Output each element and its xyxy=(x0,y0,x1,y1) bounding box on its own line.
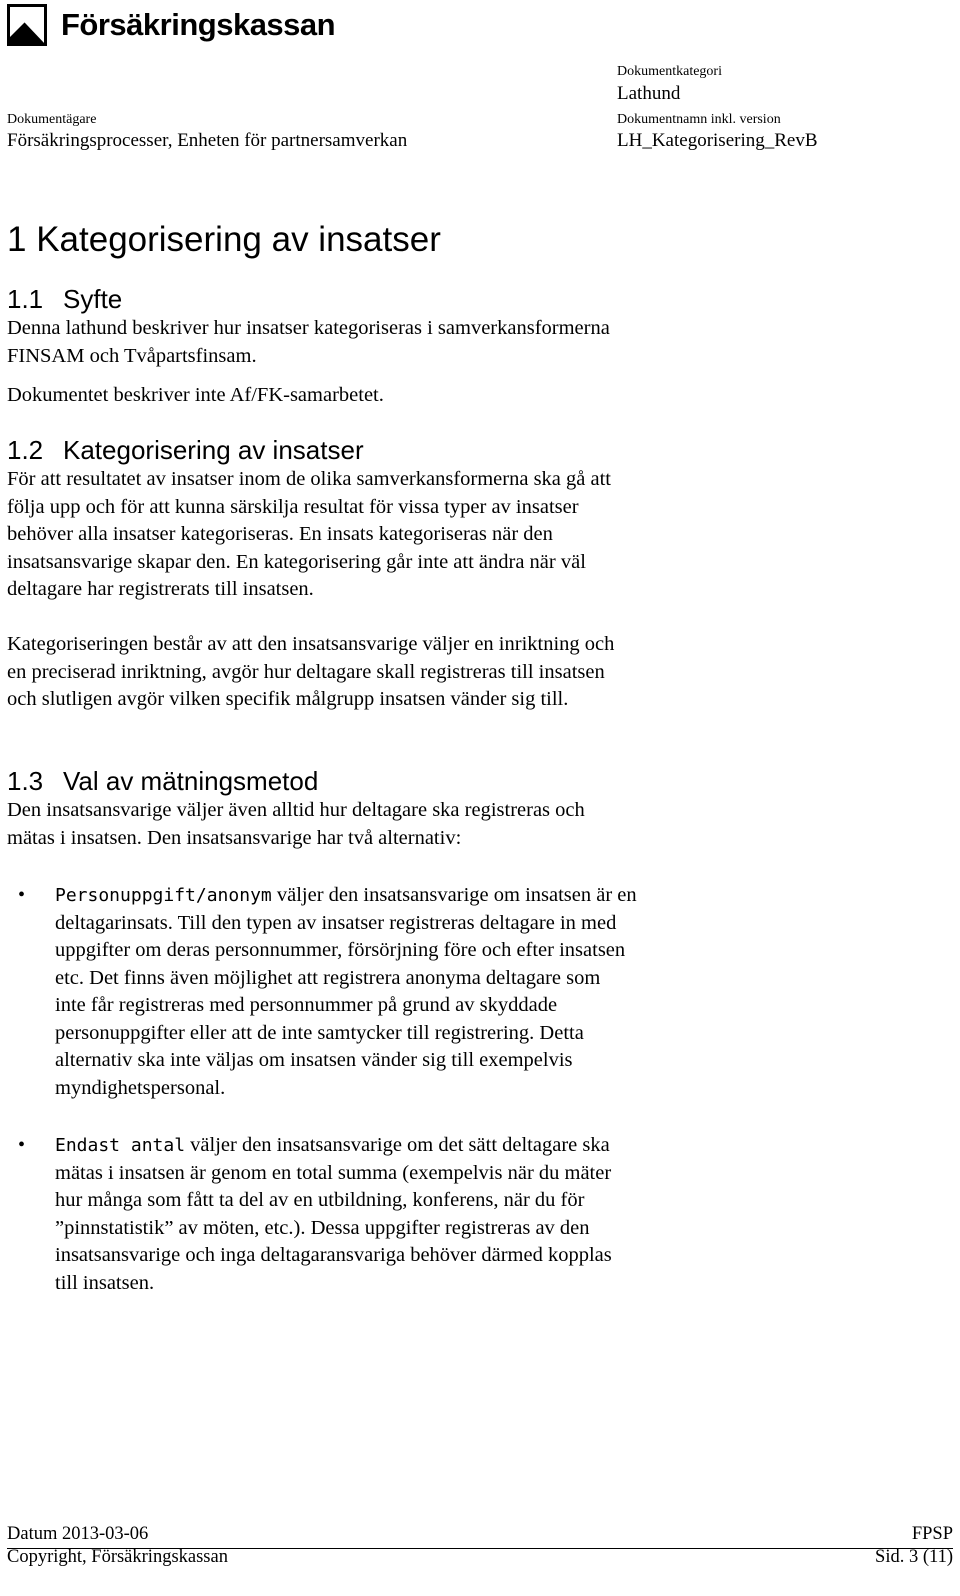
text-line: deltagarinsats. Till den typen av insatser registreras deltagare in med xyxy=(55,911,617,934)
logo-text: Försäkringskassan xyxy=(61,7,336,42)
text-line: Den insatsansvarige väljer även alltid hur deltagare ska registreras och xyxy=(7,799,585,821)
option-code: Endast antal xyxy=(55,1135,186,1156)
footer-code: FPSP xyxy=(911,1524,953,1544)
list-item-endast-antal xyxy=(55,1132,755,1297)
page-title: 1 Kategorisering av insatser xyxy=(7,220,441,259)
logo xyxy=(7,3,335,47)
forsakringskassan-logo-icon xyxy=(7,4,47,46)
owner-label: Dokumentägare xyxy=(7,112,97,127)
text-line: mätas i insatsen är genom en total summa (exempelvis när du mäter xyxy=(55,1161,612,1184)
text-line: insatsansvarige och inga deltagaransvariga behöver därmed kopplas xyxy=(55,1244,612,1266)
section-number: 1.1 xyxy=(7,284,44,314)
footer-copyright: Copyright, Försäkringskassan xyxy=(7,1547,228,1567)
footer-date: Datum 2013-03-06 xyxy=(7,1524,149,1544)
bullet-icon: • xyxy=(18,1134,26,1156)
kategorisering-paragraph-1 xyxy=(7,466,747,604)
text-line: uppgifter om deras personnummer, försörjning före och efter insatsen xyxy=(55,939,626,961)
text-line: deltagare har registrerats till insatsen. xyxy=(7,578,314,600)
text-line: behöver alla insatser kategoriseras. En insats kategoriseras när den xyxy=(7,523,553,545)
section-title: Syfte xyxy=(63,284,123,314)
bullet-icon: • xyxy=(18,884,26,906)
section-heading-syfte xyxy=(7,283,122,315)
list-item-personuppgift xyxy=(55,882,755,1102)
footer-page-number: Sid. 3 (11) xyxy=(875,1547,953,1567)
text-line: personuppgifter eller att de inte samtycker till registrering. Detta xyxy=(55,1021,584,1044)
text-line: väljer den insatsansvarige om insatsen är en xyxy=(271,884,637,906)
text-line: insatsansvarige skapar den. En kategorisering går inte att ändra när väl xyxy=(7,550,586,573)
text-line: hur många som fått ta del av en utbildning, konferens, när du för xyxy=(55,1189,585,1211)
category-value: Lathund xyxy=(617,83,681,104)
text-line: Denna lathund beskriver hur insatser kategoriseras i samverkansformerna xyxy=(7,317,610,339)
text-line: myndighetspersonal. xyxy=(55,1076,226,1099)
syfte-paragraph-2: Dokumentet beskriver inte Af/FK-samarbetet. xyxy=(7,384,384,406)
matningsmetod-paragraph xyxy=(7,797,747,852)
text-line: Kategoriseringen består av att den insatsansvarige väljer en inriktning och xyxy=(7,633,615,655)
text-line: ”pinnstatistik” av möten, etc.). Dessa uppgifter registreras av den xyxy=(55,1216,590,1239)
docname-label: Dokumentnamn inkl. version xyxy=(617,112,781,127)
text-line: etc. Det finns även möjlighet att registrera anonyma deltagare som xyxy=(55,966,601,989)
section-number: 1.3 xyxy=(7,766,44,796)
text-line: FINSAM och Tvåpartsfinsam. xyxy=(7,344,257,367)
text-line: en preciserad inriktning, avgör hur deltagare skall registreras till insatsen xyxy=(7,660,605,683)
section-title: Val av mätningsmetod xyxy=(63,766,319,796)
text-line: inte får registreras med personnummer på grund av skyddade xyxy=(55,994,558,1016)
text-line: alternativ ska inte väljas om insatsen vänder sig till exempelvis xyxy=(55,1049,573,1071)
section-heading-kategorisering xyxy=(7,434,364,466)
section-number: 1.2 xyxy=(7,435,44,465)
text-line: väljer den insatsansvarige om det sätt deltagare ska xyxy=(185,1134,610,1156)
docname-value: LH_Kategorisering_RevB xyxy=(617,130,818,151)
text-line: följa upp och för att kunna särskilja resultat för vissa typer av insatser xyxy=(7,495,579,518)
text-line: mätas i insatsen. Den insatsansvarige har två alternativ: xyxy=(7,826,462,849)
option-code: Personuppgift/anonym xyxy=(55,885,272,906)
kategorisering-paragraph-2 xyxy=(7,631,747,714)
owner-value: Försäkringsprocesser, Enheten för partnersamverkan xyxy=(7,130,408,151)
section-heading-matningsmetod xyxy=(7,765,318,797)
text-line: till insatsen. xyxy=(55,1271,155,1294)
syfte-paragraph-1 xyxy=(7,315,747,370)
section-title: Kategorisering av insatser xyxy=(63,435,364,465)
category-label: Dokumentkategori xyxy=(617,64,722,79)
text-line: För att resultatet av insatser inom de olika samverkansformerna ska gå att xyxy=(7,468,611,490)
text-line: och slutligen avgör vilken specifik målgrupp insatsen vänder sig till. xyxy=(7,688,569,710)
